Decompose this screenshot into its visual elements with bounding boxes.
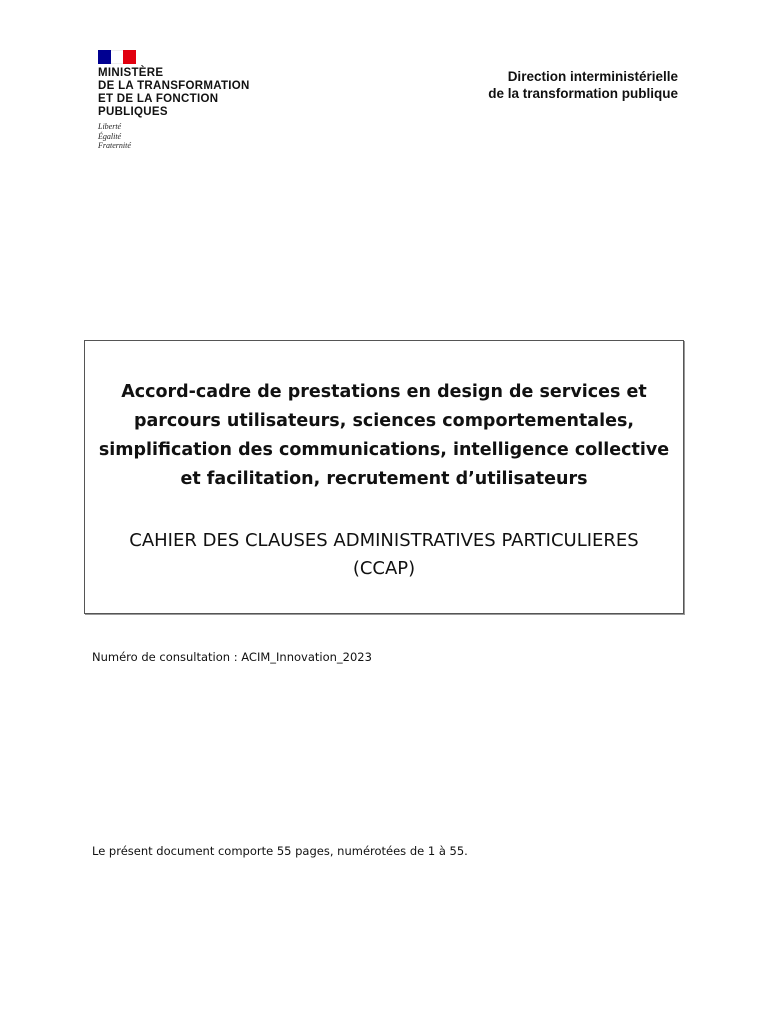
subtitle-line: (CCAP) bbox=[352, 558, 416, 579]
ministry-line: PUBLIQUES bbox=[98, 106, 168, 118]
flag-white-stripe bbox=[111, 50, 124, 64]
ministry-name bbox=[98, 67, 298, 119]
republic-motto bbox=[98, 122, 298, 151]
motto-line: Liberté bbox=[98, 122, 122, 131]
main-title-line: Accord-cadre de prestations en design de services et bbox=[121, 382, 647, 402]
direction-name bbox=[488, 68, 678, 102]
document-subtitle bbox=[85, 527, 683, 583]
consultation-number: Numéro de consultation : ACIM_Innovation_2023 bbox=[92, 650, 372, 664]
page-count-statement: Le présent document comporte 55 pages, numérotées de 1 à 55. bbox=[92, 844, 468, 858]
main-title-line: parcours utilisateurs, sciences comportementales, bbox=[133, 411, 635, 431]
flag-red-stripe bbox=[123, 50, 136, 64]
motto-line: Égalité bbox=[98, 131, 122, 141]
ministry-line: MINISTÈRE bbox=[98, 67, 164, 79]
direction-line: Direction interministérielle bbox=[507, 69, 678, 84]
direction-line: de la transformation publique bbox=[488, 86, 678, 101]
french-republic-flag-icon bbox=[98, 50, 136, 64]
main-title-line: et facilitation, recrutement d’utilisateurs bbox=[180, 469, 588, 489]
ministry-line: ET DE LA FONCTION bbox=[98, 93, 219, 105]
ministry-logo bbox=[98, 50, 298, 151]
ministry-line: DE LA TRANSFORMATION bbox=[98, 80, 250, 92]
subtitle-line: CAHIER DES CLAUSES ADMINISTRATIVES PARTICULIERES bbox=[129, 530, 639, 551]
document-main-title bbox=[85, 378, 683, 494]
flag-blue-stripe bbox=[98, 50, 111, 64]
document-title-box bbox=[84, 340, 684, 614]
main-title-line: simplification des communications, intelligence collective bbox=[98, 440, 670, 460]
motto-line: Fraternité bbox=[98, 141, 131, 150]
